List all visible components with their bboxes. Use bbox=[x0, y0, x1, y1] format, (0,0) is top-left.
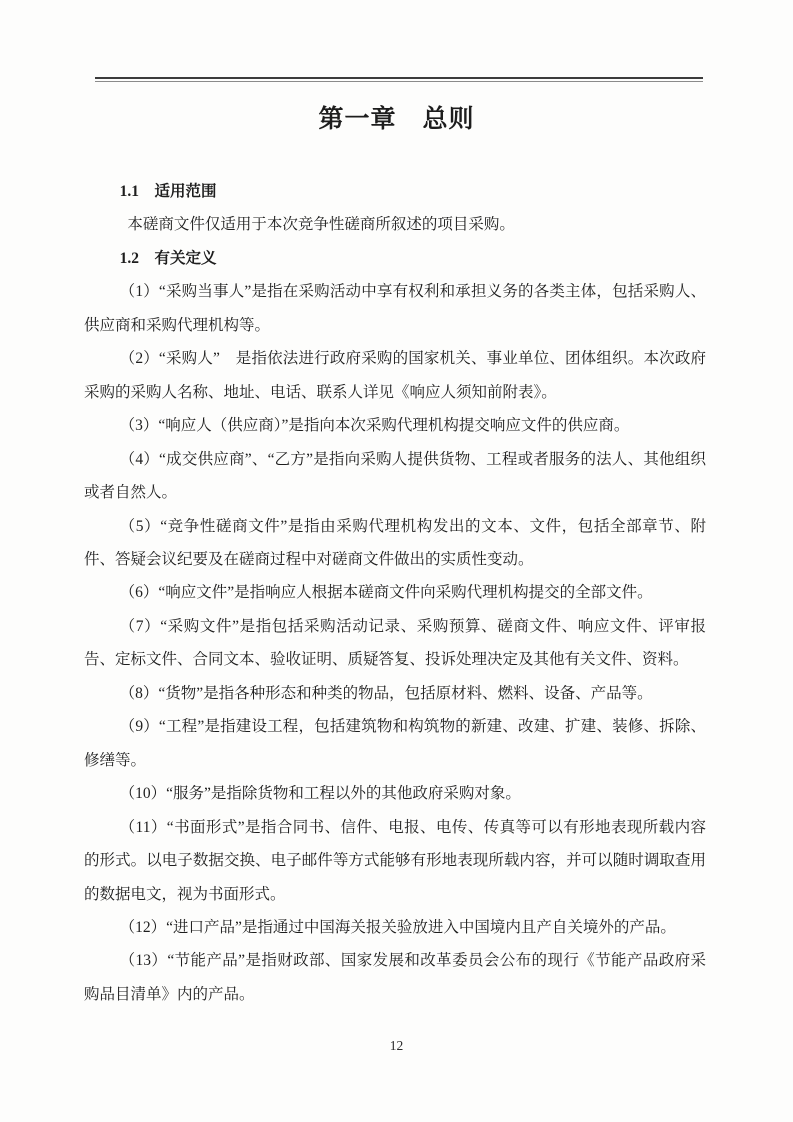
section-heading-1-1: 1.1 适用范围 bbox=[119, 183, 217, 200]
chapter-title: 第一章 总则 bbox=[318, 106, 475, 133]
definition-7: （7）“采购文件”是指包括采购活动记录、采购预算、磋商文件、响应文件、评审报告、定标文件、合同文本、验收证明、质疑答复、投诉处理决定及其他有关文件、资料。 bbox=[84, 617, 706, 669]
definition-9: （9）“工程”是指建设工程，包括建筑物和构筑物的新建、改建、扩建、装修、拆除、修缮等。 bbox=[84, 718, 706, 769]
definition-13: （13）“节能产品”是指财政部、国家发展和改革委员会公布的现行《节能产品政府采购品目清单》内的产品。 bbox=[84, 952, 706, 1003]
definition-6: （6）“响应文件”是指响应人根据本磋商文件向采购代理机构提交的全部文件。 bbox=[119, 584, 653, 602]
section-heading-1-2: 1.2 有关定义 bbox=[119, 249, 217, 267]
definition-10: （10）“服务”是指除货物和工程以外的其他政府采购对象。 bbox=[119, 785, 521, 803]
definition-5: （5）“竞争性磋商文件”是指由采购代理机构发出的文本、文件，包括全部章节、附件、答疑会议纪要及在磋商过程中对磋商文件做出的实质性变动。 bbox=[84, 517, 706, 568]
definition-2: （2）“采购人” 是指依法进行政府采购的国家机关、事业单位、团体组织。本次政府采购的采购人名称、地址、电话、联系人详见《响应人须知前附表》。 bbox=[84, 350, 706, 401]
header-rule-thin-line bbox=[95, 81, 703, 82]
paragraph-scope: 本磋商文件仅适用于本次竞争性磋商所叙述的项目采购。 bbox=[127, 216, 515, 234]
document-body bbox=[84, 175, 706, 1011]
header-double-rule bbox=[95, 77, 703, 82]
header-rule-thick-line bbox=[95, 77, 703, 79]
definition-3: （3）“响应人（供应商）”是指向本次采购代理机构提交响应文件的供应商。 bbox=[119, 417, 630, 435]
definition-11: （11）“书面形式”是指合同书、信件、电报、电传、传真等可以有形地表现所载内容的形式。以电子数据交换、电子邮件等方式能够有形地表现所载内容，并可以随时调取查用的数据电文，视为书面形式。 bbox=[84, 818, 706, 903]
definition-1: （1）“采购当事人”是指在采购活动中享有权利和承担义务的各类主体，包括采购人、供应商和采购代理机构等。 bbox=[84, 283, 706, 334]
definition-4: （4）“成交供应商”、“乙方”是指向采购人提供货物、工程或者服务的法人、其他组织或者自然人。 bbox=[84, 450, 706, 502]
page-number: 12 bbox=[389, 1038, 404, 1053]
definition-8: （8）“货物”是指各种形态和种类的物品，包括原材料、燃料、设备、产品等。 bbox=[119, 684, 653, 702]
definition-12: （12）“进口产品”是指通过中国海关报关验放进入中国境内且产自关境外的产品。 bbox=[119, 918, 676, 936]
